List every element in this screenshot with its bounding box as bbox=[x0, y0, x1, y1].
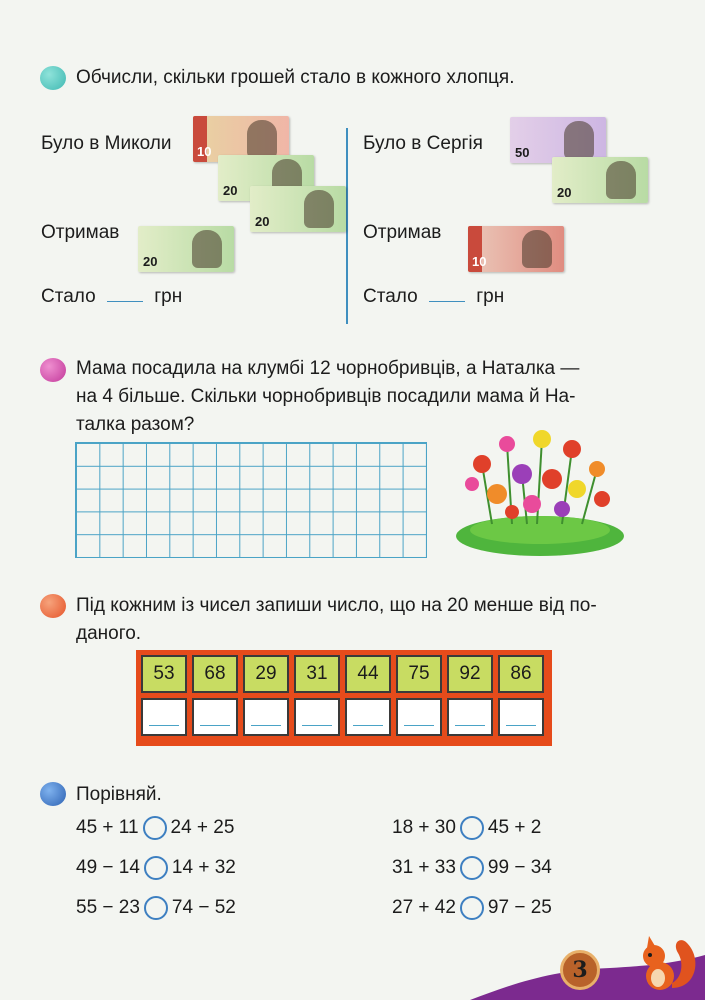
compare-row: 55 − 23 74 − 52 bbox=[76, 897, 236, 918]
number-cell: 53 bbox=[141, 655, 187, 693]
answer-cell[interactable] bbox=[294, 698, 340, 736]
task3-bullet bbox=[40, 594, 66, 618]
number-cell: 29 bbox=[243, 655, 289, 693]
task2-bullet bbox=[40, 358, 66, 382]
page-number-badge bbox=[560, 950, 600, 990]
compare-row: 49 − 14 14 + 32 bbox=[76, 857, 236, 878]
answer-cell[interactable] bbox=[447, 698, 493, 736]
compare-circle[interactable] bbox=[460, 896, 484, 920]
compare-circle[interactable] bbox=[460, 856, 484, 880]
answer-cell[interactable] bbox=[141, 698, 187, 736]
answer-cell[interactable] bbox=[498, 698, 544, 736]
flowerbed-illustration bbox=[452, 424, 627, 559]
left-became-label: Стало грн bbox=[41, 286, 183, 307]
task1-bullet bbox=[40, 66, 66, 90]
compare-circle[interactable] bbox=[460, 816, 484, 840]
answer-grid[interactable] bbox=[75, 442, 427, 558]
task3-text: Під кожним із чисел запиши число, що на 20 менше від по- даного. bbox=[76, 595, 597, 644]
answer-blank[interactable] bbox=[429, 301, 465, 302]
banknote: 20 bbox=[250, 186, 346, 232]
answer-cell[interactable] bbox=[345, 698, 391, 736]
task1-text: Обчисли, скільки грошей стало в кожного хлопця. bbox=[76, 67, 515, 88]
number-cell: 75 bbox=[396, 655, 442, 693]
divider-line bbox=[346, 128, 348, 324]
compare-row: 31 + 33 99 − 34 bbox=[392, 857, 552, 878]
banknote: 20 bbox=[138, 226, 234, 272]
compare-row: 27 + 42 97 − 25 bbox=[392, 897, 552, 918]
answer-cell[interactable] bbox=[396, 698, 442, 736]
banknote: 50 bbox=[510, 117, 606, 163]
number-table bbox=[136, 650, 552, 746]
banknote: 10 bbox=[193, 116, 289, 162]
left-got-label: Отримав bbox=[41, 222, 120, 243]
banknote: 20 bbox=[552, 157, 648, 203]
answer-blank[interactable] bbox=[107, 301, 143, 302]
number-cell: 92 bbox=[447, 655, 493, 693]
number-cell: 86 bbox=[498, 655, 544, 693]
compare-circle[interactable] bbox=[144, 896, 168, 920]
number-cell: 44 bbox=[345, 655, 391, 693]
compare-row: 18 + 30 45 + 2 bbox=[392, 817, 542, 838]
number-row bbox=[141, 655, 547, 693]
answer-cell[interactable] bbox=[192, 698, 238, 736]
banknote: 10 bbox=[468, 226, 564, 272]
left-was-label: Було в Миколи bbox=[41, 133, 172, 154]
answer-row bbox=[141, 693, 547, 736]
task4-title: Порівняй. bbox=[76, 784, 162, 805]
compare-circle[interactable] bbox=[144, 856, 168, 880]
number-cell: 68 bbox=[192, 655, 238, 693]
task2-text: Мама посадила на клумбі 12 чорнобривців, а Наталка — на 4 більше. Скільки чорнобривців посадили мама й На- талка разом? bbox=[76, 358, 580, 435]
page-number: 3 bbox=[572, 957, 588, 983]
number-cell: 31 bbox=[294, 655, 340, 693]
banknote: 20 bbox=[218, 155, 314, 201]
compare-circle[interactable] bbox=[143, 816, 167, 840]
squirrel-illustration bbox=[632, 928, 702, 998]
right-was-label: Було в Сергія bbox=[363, 133, 483, 154]
right-got-label: Отримав bbox=[363, 222, 442, 243]
compare-row: 45 + 11 24 + 25 bbox=[76, 817, 235, 838]
task4-bullet bbox=[40, 782, 66, 806]
right-became-label: Стало грн bbox=[363, 286, 505, 307]
answer-cell[interactable] bbox=[243, 698, 289, 736]
